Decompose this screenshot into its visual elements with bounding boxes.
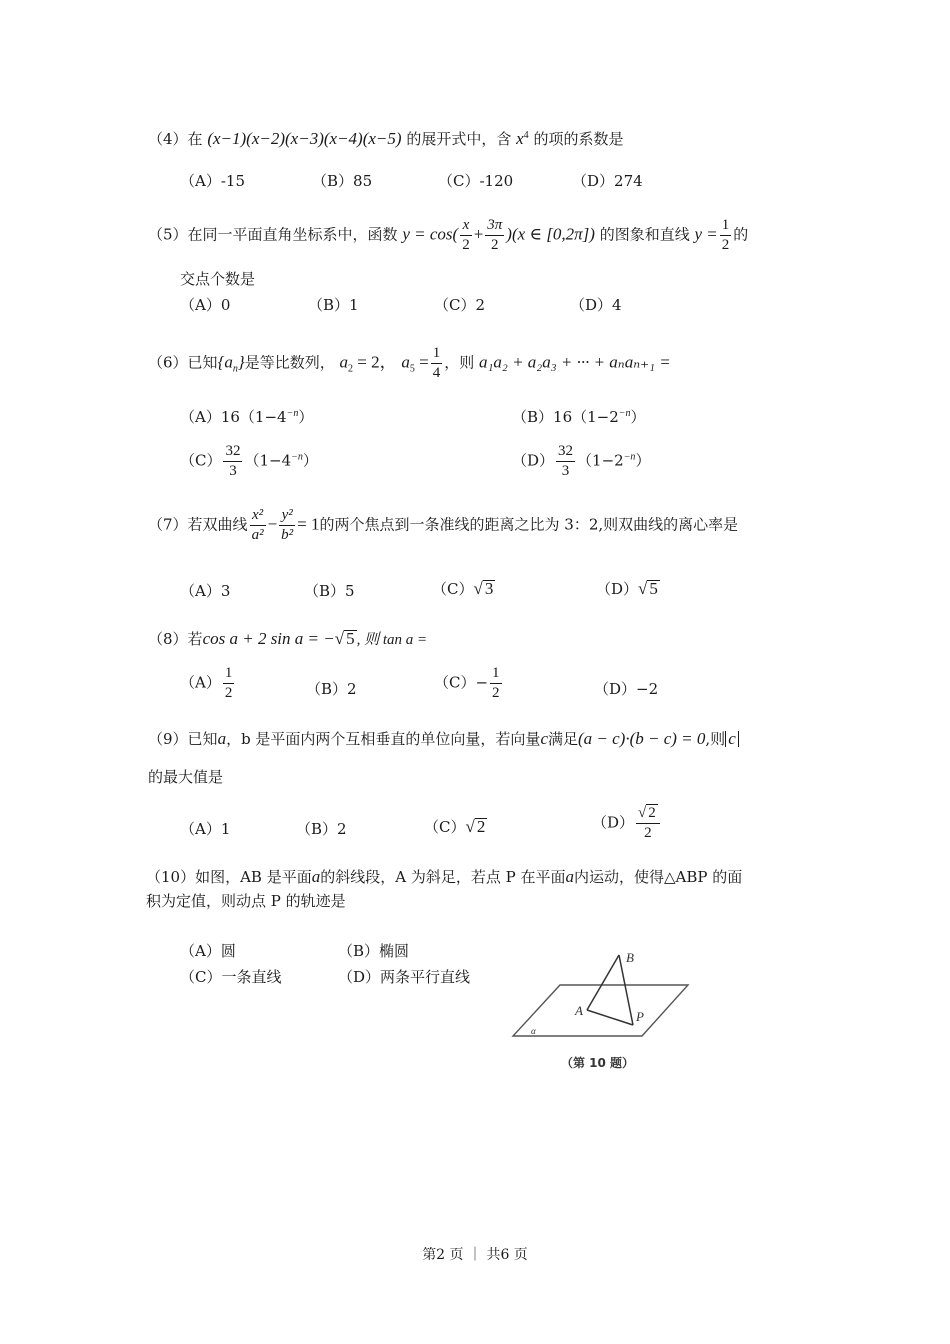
- q7-option-a: （A）3: [180, 582, 231, 600]
- label-alpha: α: [531, 1026, 536, 1036]
- label-A: A: [575, 1003, 583, 1018]
- q4-option-b: （B）85: [312, 172, 373, 190]
- q7-fraction-1: $\frac{\text{x²}}{\text{a²}}$: [251, 507, 264, 543]
- q5-fraction-2: $\frac{3\pi}{2}$: [487, 217, 503, 253]
- q5-fraction-1: $\frac{x}{2}$: [462, 217, 470, 253]
- q4-option-c: （C）-120: [438, 172, 514, 190]
- q4-stem: （4）在 (x−1)(x−2)(x−3)(x−4)(x−5) 的展开式中，含 $x^4$ 的项的系数是: [148, 129, 624, 148]
- page-footer: 第2 页 ｜ 共6 页: [422, 1247, 528, 1263]
- segment-AP: [587, 1010, 633, 1025]
- q8-option-c: （C）− $\frac{1}{2}$: [434, 665, 500, 701]
- q10-option-c: （C）一条直线: [180, 968, 282, 986]
- q8-stem: （8）若cos a + 2 sin a = −√ 5 , 则 tan a =: [148, 629, 428, 648]
- q10-option-a: （A）圆: [180, 942, 236, 960]
- figure-caption: （第 10 题）: [561, 1056, 635, 1070]
- q8-option-d: （D）−2: [594, 680, 659, 698]
- q10-option-b: （B）椭圆: [338, 942, 410, 960]
- q7-fraction-2: $\frac{\text{y²}}{\text{b²}}$: [281, 507, 294, 543]
- q6-option-d: （D） $\frac{32}{3}$ $(1-2^{-n})$: [512, 443, 651, 479]
- plane-alpha: [513, 985, 688, 1036]
- q9-stem-line2: 的最大值是: [148, 768, 224, 786]
- segment-BP: [619, 955, 633, 1025]
- q6-option-c: （C） $\frac{32}{3}$ $(1-4^{-n})$: [180, 443, 318, 479]
- label-P: P: [636, 1009, 644, 1024]
- q9-option-b: （B）2: [296, 820, 347, 838]
- q6-option-c-fraction: $\frac{32}{3}$: [225, 443, 241, 479]
- q6-stem: （6）已知$\{a_n\}$是等比数列， $a_2 = 2$， $a_5$ = $\frac{1}{4}$ ，则 a₁a₂ + a₂a₃ + ··· + aₙaₙ₊₁ =: [148, 345, 671, 381]
- q9-option-c: （C）√ 2: [424, 817, 486, 836]
- q9-stem: （9）已知a，b 是平面内两个互相垂直的单位向量，若向量c满足(a − c)·(b − c) = 0,则 c: [148, 728, 739, 749]
- q7-stem: （7）若双曲线 $\frac{\text{x²}}{\text{a²}}$ − $\frac{\text{y²}}{\text{b²}}$ = 1的两个焦点到一条准线的距离之比为 3：2,则双曲线的离心率是: [148, 507, 739, 543]
- segment-AB-upper: [587, 955, 619, 1010]
- q5-option-a: （A）0: [180, 296, 231, 314]
- q10-stem-line2: 积为定值，则动点 P 的轨迹是: [146, 892, 346, 910]
- q6-option-a: $(A)16(1-4^{-n})$: [180, 408, 314, 426]
- q4-option-d: （D）274: [572, 172, 643, 190]
- q5-stem: （5）在同一平面直角坐标系中，函数 y = cos( $\frac{x}{2}$ + $\frac{3\pi}{2}$ )(x ∈ [0,2π]) 的图象和直线 y = $\frac{1}{2}$ 的: [148, 217, 749, 253]
- q7-option-b: （B）5: [304, 582, 355, 600]
- q5-option-c: （C）2: [434, 296, 486, 314]
- q5-stem-line2: 交点个数是: [180, 270, 256, 288]
- q9-option-d-fraction: $\frac{√ 2}{2}$: [636, 804, 660, 843]
- q8-option-c-fraction: $\frac{1}{2}$: [492, 665, 500, 701]
- q8-option-a-fraction: $\frac{1}{2}$: [224, 665, 233, 701]
- q6-option-b: $(B)16(1-2^{-n})$: [512, 408, 646, 426]
- q5-option-d: （D）4: [570, 296, 622, 314]
- q10-stem: （10）如图，AB 是平面a的斜线段，A 为斜足，若点 P 在平面a内运动，使得△ABP 的面: [146, 867, 743, 886]
- q4-option-a: （A）-15: [180, 172, 245, 190]
- q6-option-d-fraction: $\frac{32}{3}$: [558, 443, 574, 479]
- label-B: B: [626, 950, 634, 965]
- q9-option-d: （D） $\frac{√ 2}{2}$: [592, 804, 662, 843]
- q8-option-a: （A） $\frac{1}{2}$: [180, 665, 233, 701]
- q10-option-d: （D）两条平行直线: [338, 968, 471, 986]
- q5-fraction-3: $\frac{1}{2}$: [721, 217, 730, 253]
- q8-option-b: （B）2: [306, 680, 357, 698]
- q5-option-b: （B）1: [308, 296, 359, 314]
- q10-figure: [505, 945, 695, 1080]
- q7-option-c: （C）√ 3: [432, 579, 494, 598]
- q6-fraction: $\frac{1}{4}$: [432, 345, 441, 381]
- q7-option-d: （D）√ 5: [596, 579, 658, 598]
- q9-option-a: （A）1: [180, 820, 231, 838]
